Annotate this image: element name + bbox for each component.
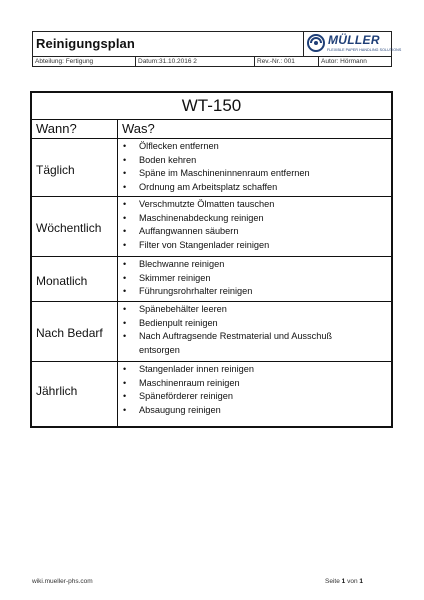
meta-revision: Rev.-Nr.: 001	[254, 57, 318, 67]
document-title: Reinigungsplan	[36, 36, 135, 51]
logo-name: MÜLLER	[328, 33, 380, 47]
task-list-monthly	[130, 258, 385, 299]
footer-url: wiki.mueller-phs.com	[32, 578, 93, 585]
page-current: 1	[341, 578, 346, 585]
row-divider	[32, 196, 391, 197]
task-item: • Absaugung reinigen	[130, 404, 385, 418]
cleaning-plan-table	[30, 91, 393, 428]
task-item: • Auffangwannen säubern	[130, 225, 385, 239]
footer-page-number	[325, 578, 363, 585]
column-header-what: Was?	[122, 121, 155, 136]
task-item: • Ordnung am Arbeitsplatz schaffen	[130, 181, 385, 195]
task-item: • Skimmer reinigen	[130, 272, 385, 286]
meta-date: Datum:31.10.2016 2	[135, 57, 254, 67]
interval-label: Nach Bedarf	[36, 326, 103, 340]
row-divider	[32, 301, 391, 302]
task-item: • Maschinenraum reinigen	[130, 377, 385, 391]
logo-tagline: FLEXIBLE PAPER HANDLING SOLUTIONS	[327, 48, 402, 52]
header-title-row	[33, 32, 402, 57]
interval-label: Monatlich	[36, 274, 88, 288]
row-divider	[32, 256, 391, 257]
task-item: • Nach Auftragsende Restmaterial und Ausschuß	[130, 330, 385, 344]
task-item: • Ölflecken entfernen	[130, 140, 385, 154]
row-divider	[32, 138, 391, 139]
machine-title: WT-150	[32, 93, 391, 120]
task-list-yearly	[130, 363, 385, 417]
page-total: 1	[359, 578, 363, 585]
task-item: • Filter von Stangenlader reinigen	[130, 239, 385, 253]
task-item: • Führungsrohrhalter reinigen	[130, 285, 385, 299]
row-divider	[32, 361, 391, 362]
task-item: • Maschinenabdeckung reinigen	[130, 212, 385, 226]
task-item: • Spänebehälter leeren	[130, 303, 385, 317]
page-prefix: Seite	[325, 578, 340, 585]
company-logo	[303, 32, 402, 56]
page-separator: von	[347, 578, 358, 585]
header-meta-row	[33, 57, 391, 67]
meta-author: Autor: Hörmann	[318, 57, 391, 67]
task-item: • Boden kehren	[130, 154, 385, 168]
task-list-daily	[130, 140, 385, 194]
interval-label: Täglich	[36, 163, 75, 177]
task-item-continuation: entsorgen	[139, 344, 180, 355]
task-item: • Blechwanne reinigen	[130, 258, 385, 272]
task-list-weekly	[130, 198, 385, 252]
document-header	[32, 31, 402, 67]
column-header-when: Wann?	[36, 121, 77, 136]
meta-department: Abteilung: Fertigung	[35, 58, 94, 65]
interval-label: Jährlich	[36, 384, 78, 398]
column-divider	[117, 120, 118, 426]
task-item: • Bedienpult reinigen	[130, 317, 385, 331]
mueller-logo-icon	[307, 34, 325, 52]
task-item: • Verschmutzte Ölmatten tauschen	[130, 198, 385, 212]
task-list-as-needed	[130, 303, 385, 357]
task-item: • Späneförderer reinigen	[130, 390, 385, 404]
task-item: • Stangenlader innen reinigen	[130, 363, 385, 377]
task-item: • Späne im Maschineninnenraum entfernen	[130, 167, 385, 181]
interval-label: Wöchentlich	[36, 221, 102, 235]
